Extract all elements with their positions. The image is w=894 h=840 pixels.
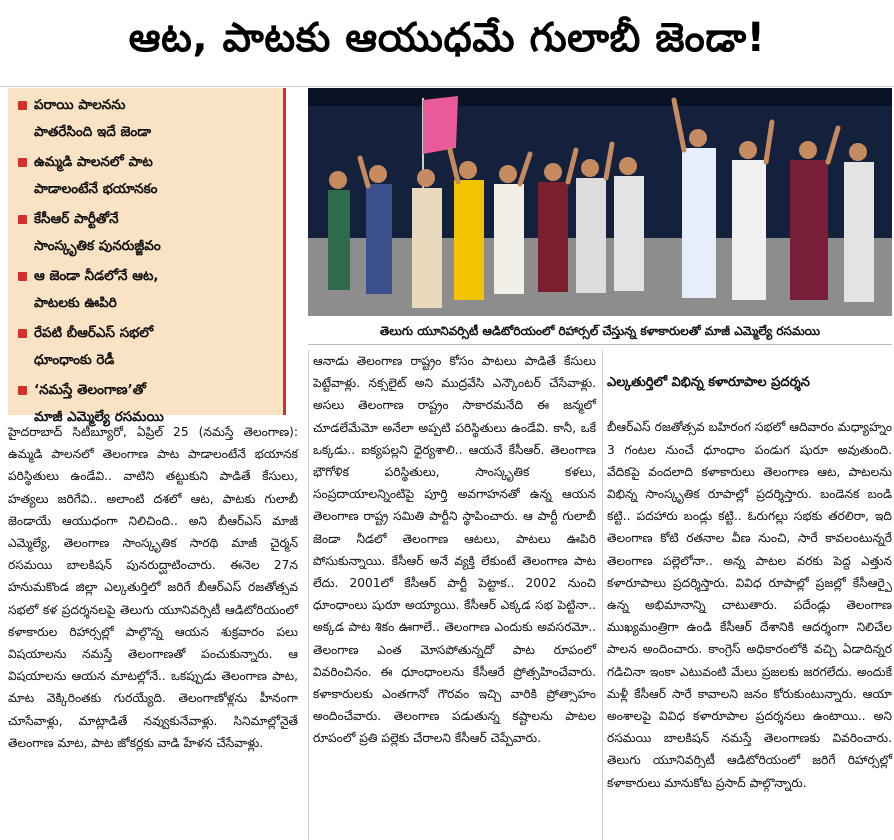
- bullet-icon: [18, 329, 27, 338]
- article-column-2: ఆనాడు తెలంగాణ రాష్ట్రం కోసం పాటలు పాడితే కేసులు పెట్టేవాళ్లు. నక్సలైట్ అని ముద్రవేసి ఎన్కౌంటర్ చేసేవాళ్లు. అసలు తెలంగాణ రాష్ట్రం సాకారమనేది ఈ జన్మలో చూడలేమేమో అనేలా అప్పటి పరిస్థితులు ఉండేవి. కానీ, ఒకే ఒక్కడు.. ఐక్యపల్లని ధైర్యశాలి.. ఆయనే కేసీఆర్. తెలంగాణ భౌగోళిక పరిస్థితులు, సాంస్కృతిక కళలు, సంప్రదాయాలన్నింటిపై పూర్తి అవగాహనతో ఉన్న ఆయన తెలంగాణ రాష్ట్ర సమితి పార్టీని స్థాపించారు. ఆ పార్టీ గులాబీ జెండా నీడలో తెలంగాణ ఆటలు, పాటలు ఊపిరి పోసుకున్నాయి. కేసీఆర్ అనే వ్యక్తి లేకుంటే తెలంగాణ పాట లేదు. 2001లో కేసీఆర్ పార్టీ పెట్టాక.. 2002 నుంచి ధూంధాంలు షురూ అయ్యాయి. కేసీఆర్ ఎక్కడ సభ పెట్టినా.. అక్కడ పాట శికం ఊగాలే.. తెలంగాణ ఎందుకు అవసరమో.. తెలంగాణ ఎంత మోసపోతున్నదో పాట రూపంలో వివరించినం. ఈ ధూంధాంలను కేసీఆరే ప్రోత్సహించేవారు. కళాకారులకు ఎంతగానో గౌరవం ఇచ్చి వారికి ప్రోత్సాహం అందించేవారు. తెలంగాణ పడుతున్న కష్టాలను పాటల రూపంలో ప్రతి పల్లెకు చేరాలని కేసీఆర్ చెప్పేవారు.: [308, 350, 596, 840]
- news-photo: [308, 88, 892, 316]
- highlight-text: రేపటి బీఆర్ఎస్ సభలో ధూంధాంకు రెడీ: [34, 325, 154, 368]
- highlight-text: పరాయి పాలనను పాతరేసింది ఇదే జెండా: [34, 97, 151, 140]
- pink-flag: [423, 96, 458, 154]
- highlight-text: ‘నమస్తే తెలంగాణ’తో మాజీ ఎమ్మెల్యే రసమయి: [34, 382, 164, 425]
- photo-caption: తెలుగు యూనివర్సిటీ ఆడిటోరియంలో రిహార్సల్ చేస్తున్న కళాకారులతో మాజీ ఎమ్మెల్యే రసమయి: [308, 318, 892, 345]
- highlight-text: ఉమ్మడి పాలనలో పాట పాడాలంటేనే భయానకం: [34, 154, 158, 197]
- bullet-icon: [18, 272, 27, 281]
- highlight-text: ఆ జెండా నీడలోనే ఆట, పాటలకు ఊపిరి: [34, 268, 159, 311]
- photo-illustration: [308, 88, 892, 316]
- headline: ఆట, పాటకు ఆయుధమే గులాబీ జెండా!: [0, 0, 894, 87]
- article-column-3: [602, 350, 892, 840]
- bullet-icon: [18, 215, 27, 224]
- highlights-box: [8, 88, 286, 425]
- highlight-item: [18, 206, 275, 260]
- article-column-1: హైదరాబాద్ సిటీబ్యూరో, ఏప్రిల్ 25 (నమస్తే తెలంగాణ): ఉమ్మడి పాలనలో తెలంగాణ పాట పాడాలంటేనే భయానక పరిస్థితులు ఉండేవి.. వాటిని తట్టుకుని పాడితే కేసులు, హత్యలు జరిగేవి.. అలాంటి దశలో ఆట, పాటకు గులాబీ జెండాయే ఆయుధంగా నిలిచింది.. అని బీఆర్ఎస్ మాజీ ఎమ్మెల్యే, తెలంగాణ సాంస్కృతిక సారథి మాజీ చైర్మన్ రసమయి బాలకిషన్ పునరుద్ఘాటించారు. ఈనెల 27న హనుమకొండ జిల్లా ఎల్కతుర్తిలో జరిగే బీఆర్ఎస్ రజతోత్సవ సభలో కళ ప్రదర్శనలపై తెలుగు యూనివర్సిటీ ఆడిటోరియంలో కళాకారుల రిహార్సల్లో పాల్గొన్న ఆయన శుక్రవారం పలు విషయాలను నమస్తే తెలంగాణతో పంచుకున్నారు. ఆ విషయాలను ఆయన మాటల్లోనే.. ఒకప్పుడు తెలంగాణ పాట, మాట వెక్కిరింతకు గురయ్యేది. తెలంగాణోళ్లను హీనంగా చూసేవాళ్లు, మాట్లాడితే నవ్వుకునేవాళ్లు. సినిమాల్లోనైతే తెలంగాణ మాట, పాట జోకర్లకు వాడి హేళన చేసేవాళ్లు.: [8, 425, 298, 750]
- highlight-item: [18, 263, 275, 317]
- highlight-item: [18, 92, 275, 146]
- bullet-icon: [18, 101, 27, 110]
- column-subheading: ఎల్కతుర్తిలో విభిన్న కళారూపాల ప్రదర్శన: [607, 375, 810, 391]
- highlight-text: కేసీఆర్ పార్టీతోనే సాంస్కృతిక పునరుజ్జీవం: [34, 211, 161, 254]
- highlight-item: [18, 320, 275, 374]
- highlight-item: [18, 149, 275, 203]
- bullet-icon: [18, 386, 27, 395]
- column-3-text: బీఆర్ఎస్ రజతోత్సవ బహిరంగ సభలో ఆదివారం మధ్యాహ్నం 3 గంటల నుంచే ధూంధాం పండుగ షురూ అవుతుంది. వేదికపై వందలాది కళాకారులు తెలంగాణ ఆట, పాటలను విభిన్న సాంస్కృతిక రూపాల్లో ప్రదర్శిస్తారు. బండెనక బండి కట్టి.. పదహారు బండ్లు కట్టి.. ఓరుగల్లు సభకు తరలిరా, ఇది తెలంగాణ కోటి రతనాల వీణ నుంచి, సారే కావలంటున్నరే తెలంగాణ పల్లెలోనా.. అన్న పాటల వరకు పెద్ద ఎత్తున కళారూపాలు ప్రదర్శిస్తారు. వివిధ రూపాల్లో ప్రజల్లో కేసీఆర్పై ఉన్న అభిమానాన్ని చాటుతారు. పదేండ్లు తెలంగాణ ముఖ్యమంత్రిగా ఉండి కేసీఆర్ దేశానికి ఆదర్శంగా నిలిచేల పాలన అందించారు. కాంగ్రెస్ అధికారంలోకి వచ్చి ఏడాదిన్నర గడిచినా ఇంకా ఎటువంటి మేలు ప్రజలకు జరగలేదు. అందుకే మళ్లీ కేసీఆర్ సారే కావాలని జనం కోరుకుంటున్నారు. ఆయా అంశాలపై వివిధ కళారూపాల ప్రదర్శనలు ఉంటాయి.. అని రసమయి బాలకిషన్ నమస్తే తెలంగాణకు వివరించారు. తెలుగు యూనివర్సిటీ ఆడిటోరియంలో జరిగే రిహార్సల్లో కళాకారులు మానుకోట ప్రసాద్ పాల్గొన్నారు.: [607, 420, 892, 790]
- bullet-icon: [18, 158, 27, 167]
